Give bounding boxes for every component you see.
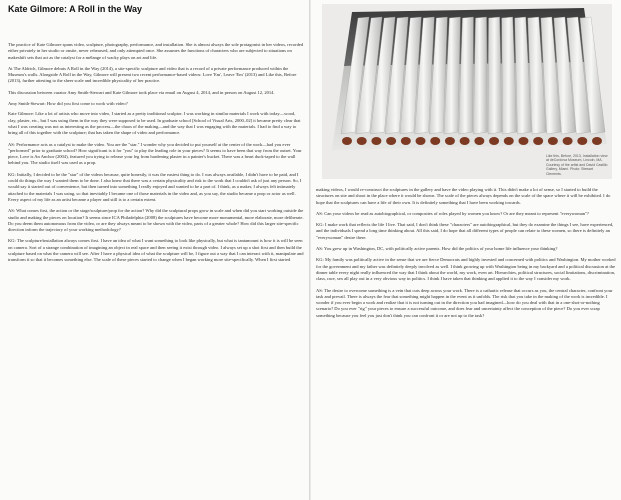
article-title: Kate Gilmore: A Roll in the Way xyxy=(8,4,143,14)
exhibition-paragraph: At The Aldrich, Gilmore debuts A Roll in the Way (2014), a site-specific sculpture and video that is a record of a private performance produced within the Museum's walls. Alongside A Roll in the Way, Gilmore will present two recent performance-based videos: Love 'Em', Leave 'Em' (2013) and Like this, Before (2013), further attesting to the sheer scale and incredible physicality of her practice. xyxy=(8,65,297,84)
question-paragraph: AS: What comes first, the action or the stage/sculpture/prop for the action? Why did the sculptural props grow in scale and when did you start working outside the studio and making the pieces on location? It seems since ICA Philadelphia (2008) the sculptures have become more monumental, more elaborate, more deliberate. Do you deem them autonomous from the video, or are they always meant to be shown with the video, parts of a greater whole? How did this larger site-specific direction inform the trajectory of your working methodology? xyxy=(8,208,304,233)
discussion-note: This discussion between curator Amy Smith-Stewart and Kate Gilmore took place via email on August 4, 2014, and in person on August 12, 2014. xyxy=(8,89,275,95)
installation-image xyxy=(322,4,612,179)
sculpture-ball xyxy=(371,137,381,145)
sculpture-ball xyxy=(504,137,514,145)
installation-photo xyxy=(322,4,612,179)
answer-paragraph: KG: I make work that reflects the life I live. That said, I don't think these "characters" are autobiographical, but they do examine the things I see, have experienced, and the individuals I spend a long time thinking about. All this said, I do hope that all different types of people can relate to these women, so there is definitely an "everywoman" desire there. xyxy=(316,222,614,240)
sculpture-ball xyxy=(357,137,367,145)
sculpture-ball xyxy=(430,137,440,145)
sculpture-ball xyxy=(563,137,573,145)
sculpture-ball xyxy=(474,137,484,145)
page-gutter xyxy=(309,0,311,500)
sculpture-ball xyxy=(416,137,426,145)
right-text xyxy=(316,187,616,319)
intro-paragraph: The practice of Kate Gilmore spans video, sculpture, photography, performance, and installation. She is almost always the sole protagonist in her videos, recorded either privately in her studio or onsite, never rehearsed, and only attempted once. She assumes the functions of characters who are subjected to situations on makeshift sets that act as the catalyst for a mélange of wacky plays on art and life. xyxy=(8,42,304,60)
photo-caption: Like this, Before, 2013, Installation view at deCordova Museum, Lincoln, MA. Courtesy of the artist and David Castillo Gallery, Miami. Photo: Stewart Clements. xyxy=(546,153,608,176)
answer-paragraph: KG: Initially, I decided to be the "star" of the videos because, quite honestly, it was the easiest thing to do. I was always available, I didn't have to be paid, and I could do things the way I wanted them to be done. I also knew that there was a certain physicality and risk to the work that I couldn't ask of just any person. So, I would say it started out of convenience, but then turned into something I really enjoyed and wanted to be a part of. I think, as a maker, I always felt intimately attached to the materials I was using, so that inevitably I became one of those materials in the video and, as you say, the studio became a prop or actor as well. Every aspect of my life as an artist became a player and still is to a certain extent. xyxy=(8,171,302,202)
question-paragraph: AS: Can your videos be read as autobiographical, or composites of roles played by women you know? Or are they meant to represent "everywoman"? xyxy=(316,210,589,216)
answer-paragraph: KG: The sculpture/installation always comes first. I have an idea of what I want something to look like physically, but what is tantamount is how it is will be seen on camera. Sort of a strange combination of imagining an object in real space and then seeing it exist through video. I always set up a shot first and then build the sculpture based on what the camera will see. After I have a physical idea of what the sculpture will be, I figure out a way that I can interact with it, manipulate and transform it so that it becomes something else. The scale of these pieces started to change when I began working more site-specifically. When I first started xyxy=(8,238,304,263)
sculpture-ball xyxy=(518,137,528,145)
left-page xyxy=(8,4,304,498)
question-paragraph: AS: Performance acts as a catalyst to make the video. You are the "star." I wonder why you decided to put yourself at the center of the work—had you ever "performed" prior to graduate school? How significant is it for "you" to play the leading role in your pieces? It seems to have been that way from the outset. Your piece, Love is An Anchor (2004), featured you trying to release your leg from hardening plaster in a painter's bucket. There was a heart duck-taped to the wall behind you. The studio itself was used as a prop. xyxy=(8,141,302,166)
sculpture-roll xyxy=(488,17,502,134)
sculpture-ball xyxy=(386,137,396,145)
answer-paragraph: KG: My family was politically active in the sense that we are fierce Democrats and highly invested and concerned with politics and Washington. My mother worked for the government and my father was definitely deeply involved as well. I think growing up with Washington being in my backyard and a political discussion at the dinner table every night really influenced the way that I think about the world, my work, even art. Hierarchies, political structures, social limitations, discrimination, class, race, sex all play out in a very obvious way in politics. I think I have taken that thinking and applied it to the way I consider my work. xyxy=(316,257,616,282)
answer-paragraph: Kate Gilmore: Like a lot of artists who move into video, I started as a pretty traditional sculptor. I was working in similar materials I work with today—wood, clay, plaster, etc., but I was using them in the way they were supposed to be used. In graduate school [School of Visual Arts, 2000–02] it became pretty clear that what I was creating was not as interesting as the process—the chaos of the making—and the way that I was engaging with the materials. I had to find a way to bring all of this together with the sculpture; that has taken the shape of video and performance. xyxy=(8,111,301,136)
sculpture-ball xyxy=(401,137,411,145)
sculpture-roll xyxy=(473,17,487,134)
sculpture-ball xyxy=(342,137,352,145)
sculpture-ball xyxy=(592,137,602,145)
sculpture-ball xyxy=(489,137,499,145)
answer-continued: making videos, I would re-construct the sculptures in the gallery and have the video playing with it. This didn't make a lot of sense, so I started to build the structures on site and shoot in the place where it would be shown. The scale of the pieces always depends on the scale of the space where it will be exhibited. I do hope that the sculptures can have a life of their own. It is definitely something that I have been working towards. xyxy=(316,187,611,205)
question-paragraph: AS: You grew up in Washington, DC, with politically active parents. How did the politics of your home life influence your thinking? xyxy=(316,246,558,252)
right-page xyxy=(316,4,616,498)
sculpture-ball xyxy=(577,137,587,145)
sculpture-ball xyxy=(548,137,558,145)
sculpture-ball xyxy=(533,137,543,145)
sculpture-ball xyxy=(445,137,455,145)
question-paragraph: Amy Smith-Stewart: How did you first come to work with video? xyxy=(8,101,128,107)
sculpture-ball xyxy=(460,137,470,145)
question-paragraph: AS: The desire to overcome something is a vein that cuts deep across your work. There is a cathartic release that occurs as you, the central character, confront your task and prevail. There is always the fear that something might happen in the event as it unfolds. The risk that you take in the making of the work is incredible. I wonder if you ever begin a work and realize that it is not turning out in the direction you had imagined—how do you deal with that in a one-shot-or-nothing scenario? Do you ever "rig" your pieces to ensure a successful outcome, and does fear and uncertainty affect the conception of the piece? Do you ever scrap something because you feel you just don't think you can confront it or are not up to the task? xyxy=(316,287,613,318)
